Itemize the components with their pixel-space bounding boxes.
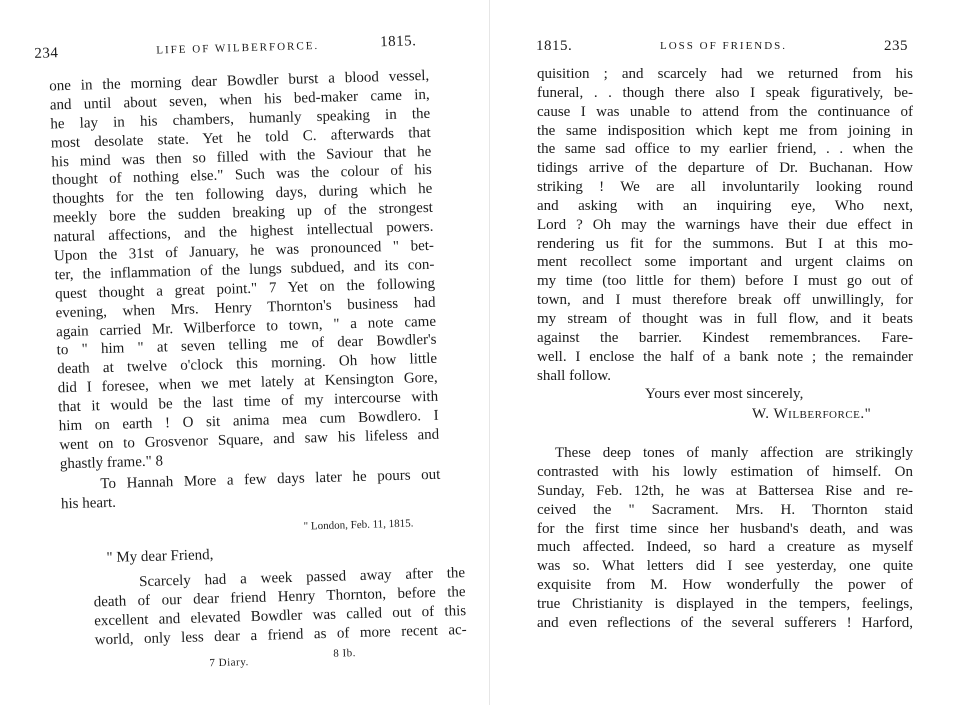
left-year: 1815. (379, 33, 417, 51)
left-page (0, 0, 490, 705)
letter-closing: Yours ever most sincerely, (645, 386, 804, 402)
text-line: world, only less dear a friend as of more recent ac- (94, 622, 467, 649)
text-line: excellent and elevated Bowdler was called out of this (94, 603, 467, 630)
left-body-text (49, 67, 441, 514)
text-line: well. I enclose the half of a bank note ; the remainder (537, 348, 913, 365)
text-line: much affected. Indeed, so hard a creature as myself (537, 539, 913, 556)
text-line: ter, the inflammation of the lungs subdued, and its con- (54, 256, 435, 284)
text-line: evening, when Mrs. Henry Thornton's business had (55, 294, 436, 322)
text-line: and until about seven, when his bed-maker came in, (49, 86, 430, 114)
text-line: to " him " at seven telling me of dear Bowdler's (56, 332, 437, 359)
text-line: his heart. (60, 494, 117, 512)
right-body-text (537, 65, 913, 385)
text-line: that it would be the last time of my intercourse with (58, 388, 439, 416)
text-line: Lord ? Oh may the warnings have their due effect in (537, 216, 913, 233)
text-line: his mind was then so filled with the Saviour that he (51, 143, 432, 171)
text-line: ment recollect some important and urgent claims on (537, 254, 913, 271)
text-line: the same indisposition which kept me from joining in (537, 122, 913, 139)
text-line: tidings arrive of the departure of Dr. Buchanan. How (537, 160, 913, 177)
text-line: for the first time since her husband's death, and was (537, 520, 913, 537)
text-line: my time (too little for them) before I must go out of (537, 273, 913, 290)
right-page-number: 235 (884, 38, 908, 54)
text-line: meekly bore the sudden breaking up of the strongest (52, 200, 434, 227)
text-line: ghastly frame." 8 (59, 453, 164, 473)
letter-signature: W. Wilberforce." (752, 406, 872, 422)
text-line: went on to Grosvenor Square, and saw his lifeless and (59, 426, 440, 454)
text-line: funeral, . . though there also I speak figuratively, be- (537, 84, 913, 101)
text-line: striking ! We are all involuntarily looking round (537, 179, 913, 196)
text-line: again carried Mr. Wilberforce to town, " a note came (55, 313, 437, 340)
text-line: quest thought a great point." 7 Yet on the following (54, 275, 436, 303)
text-line: cause I was unable to attend from the continuance of (537, 103, 913, 120)
right-running-head: LOSS OF FRIENDS. (660, 40, 788, 52)
letter-dateline: " London, Feb. 11, 1815. (303, 517, 414, 533)
footnote-8: 8 Ib. (333, 647, 357, 660)
text-line: shall follow. (537, 367, 612, 384)
text-line: These deep tones of manly affection are strikingly (555, 445, 913, 461)
text-line: Sunday, Feb. 12th, he was at Battersea Rise and re- (537, 482, 913, 499)
left-page-number: 234 (34, 45, 59, 62)
text-line: him on earth ! O sit anima mea cum Bowdlero. I (58, 407, 439, 435)
text-line: rendering us fit for the summons. But I at this mo- (537, 235, 913, 252)
text-line: town, and I must therefore break off unwillingly, for (537, 292, 913, 309)
text-line: quisition ; and scarcely had we returned from his (537, 66, 913, 82)
text-line: death at twelve o'clock this morning. Oh how little (56, 351, 438, 378)
text-line: true Christianity is displayed in the tempers, feelings, (537, 596, 913, 613)
letter-salutation: " My dear Friend, (106, 547, 214, 567)
right-paragraph (537, 444, 913, 633)
text-line: ceived the " Sacrament. Mrs. H. Thornton staid (537, 501, 913, 518)
text-line: and asking with an inquiring eye, Who next, (537, 197, 913, 214)
text-line: and even reflections of the several sufferers ! Harford, (537, 615, 913, 632)
text-line: Upon the 31st of January, he was pronounced " bet- (53, 237, 435, 265)
left-running-head: LIFE OF WILBERFORCE. (156, 39, 320, 57)
letter-body (93, 564, 467, 650)
text-line: To Hannah More a few days later he pours out (100, 466, 441, 492)
text-line: was so. What letters did I see yesterday, one quite (537, 558, 913, 575)
text-line: Scarcely had a week passed away after the (138, 565, 466, 591)
text-line: he lay in his chambers, humanly speaking in the (50, 105, 431, 133)
text-line: exquisite from M. How wonderfully the power of (537, 577, 913, 594)
text-line: did I foresee, when we met lately at Kensington Gore, (57, 370, 438, 397)
text-line: death of our dear friend Henry Thornton, before the (93, 584, 466, 611)
text-line: contrasted with his lowly estimation of himself. On (537, 463, 913, 480)
text-line: my stream of thought was in full flow, and it beats (537, 310, 913, 327)
right-year: 1815. (536, 38, 573, 54)
text-line: one in the morning dear Bowdler burst a blood vessel, (49, 67, 430, 95)
text-line: natural affections, and the highest intellectual powers. (53, 218, 434, 246)
text-line: thoughts for the ten following days, during which he (52, 181, 433, 208)
footnote-7: 7 Diary. (209, 656, 249, 670)
text-line: against the barrier. Kindest remembrances. Fare- (537, 329, 913, 346)
text-line: most desolate state. Yet he told C. afterwards that (50, 124, 431, 152)
text-line: thought of nothing else." Such was the colour of his (51, 162, 433, 189)
text-line: the same sad office to my earlier friend, . . when the (537, 141, 913, 158)
